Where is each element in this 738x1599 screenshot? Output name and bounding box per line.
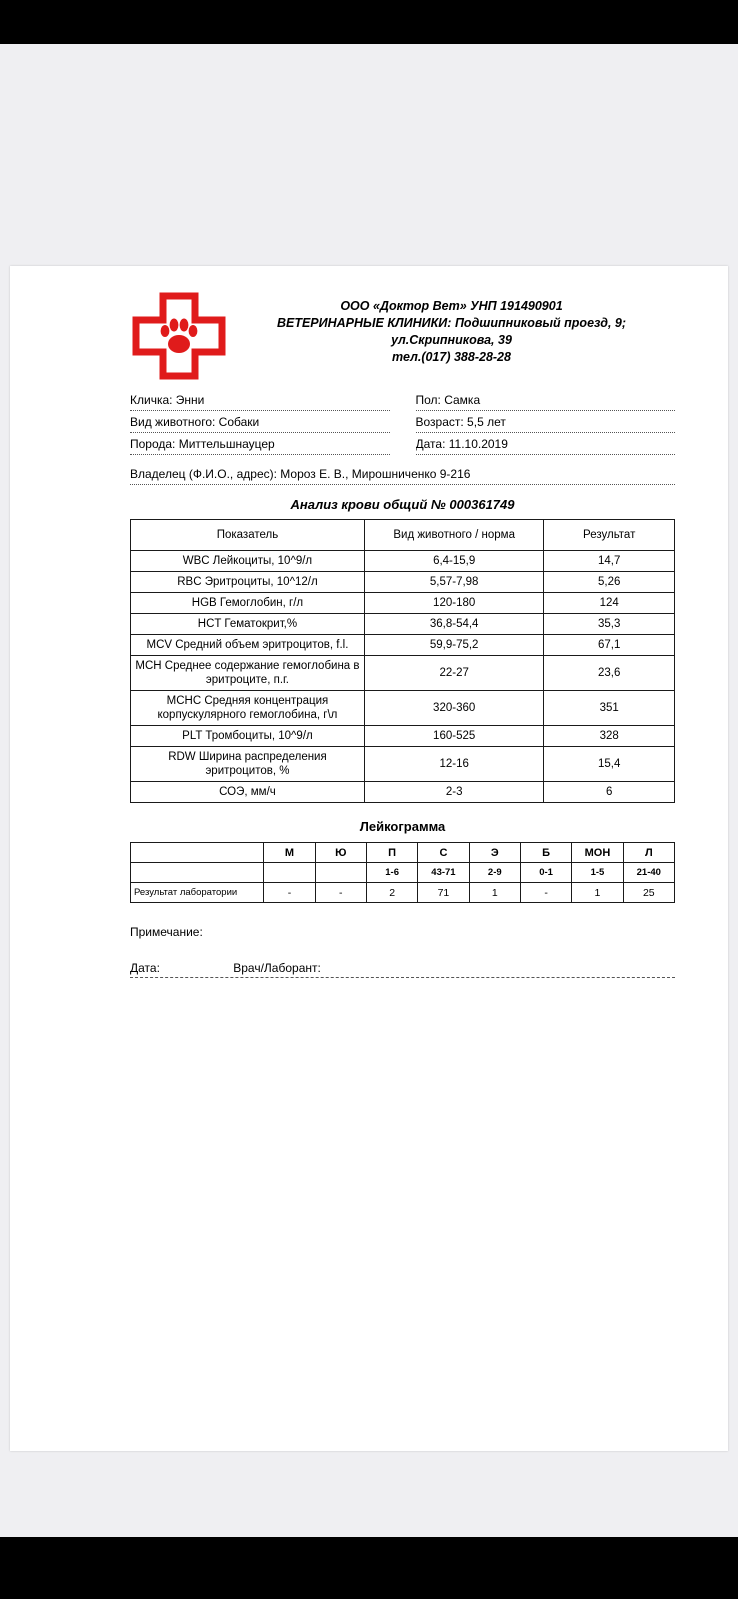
patient-fields-left: [130, 392, 390, 458]
cell-result: 124: [544, 593, 675, 614]
signature-line: Дата: Врач/Лаборант:: [130, 961, 675, 978]
cell-norm: 6,4-15,9: [364, 551, 544, 572]
leukogram-header-row: [131, 843, 675, 863]
leukogram-range-yu: [315, 863, 366, 883]
cell-result: 14,7: [544, 551, 675, 572]
cell-norm: 36,8-54,4: [364, 614, 544, 635]
blood-analysis-table: [130, 519, 675, 803]
cell-result: 328: [544, 726, 675, 747]
document-body: [130, 286, 675, 978]
cell-result: 23,6: [544, 656, 675, 691]
table-row: [131, 551, 675, 572]
header-result: Результат: [544, 520, 675, 551]
field-owner: Владелец (Ф.И.О., адрес): Мороз Е. В., Мирошниченко 9-216: [130, 466, 675, 485]
analysis-title: Анализ крови общий № 000361749: [290, 497, 515, 512]
cell-result: 67,1: [544, 635, 675, 656]
leukogram-header-l: Л: [623, 843, 674, 863]
leukogram-result-l: 25: [623, 883, 674, 903]
leukogram-range-s: 43-71: [418, 863, 469, 883]
leukogram-header-mon: МОН: [572, 843, 623, 863]
cell-result: 15,4: [544, 747, 675, 782]
cell-indicator: RBC Эритроциты, 10^12/л: [131, 572, 365, 593]
table-row: [131, 691, 675, 726]
cell-norm: 120-180: [364, 593, 544, 614]
clinic-phone: тел.(017) 388-28-28: [392, 350, 511, 364]
leukogram-header-s: С: [418, 843, 469, 863]
leukogram-header-e: Э: [469, 843, 520, 863]
cell-indicator: WBC Лейкоциты, 10^9/л: [131, 551, 365, 572]
clinic-address-2: ул.Скрипникова, 39: [391, 333, 512, 347]
cell-indicator: СОЭ, мм/ч: [131, 782, 365, 803]
cell-indicator: HGB Гемоглобин, г/л: [131, 593, 365, 614]
navigation-bar: [0, 1537, 738, 1599]
leukogram-header-blank: [131, 843, 264, 863]
leukogram-result-mon: 1: [572, 883, 623, 903]
leukogram-range-l: 21-40: [623, 863, 674, 883]
table-row: [131, 572, 675, 593]
header-norm: Вид животного / норма: [364, 520, 544, 551]
cell-norm: 160-525: [364, 726, 544, 747]
leukogram-result-row: [131, 883, 675, 903]
leukogram-header-m: М: [264, 843, 315, 863]
veterinary-cross-logo: [130, 292, 228, 384]
leukogram-result-s: 71: [418, 883, 469, 903]
cell-norm: 59,9-75,2: [364, 635, 544, 656]
clinic-info: [228, 286, 675, 366]
cell-result: 351: [544, 691, 675, 726]
table-row: [131, 726, 675, 747]
leukogram-result-p: 2: [366, 883, 417, 903]
leukogram-header-yu: Ю: [315, 843, 366, 863]
field-species: Вид животного: Собаки: [130, 414, 390, 433]
table-row: [131, 747, 675, 782]
cell-norm: 5,57-7,98: [364, 572, 544, 593]
clinic-address-1: ВЕТЕРИНАРНЫЕ КЛИНИКИ: Подшипниковый проезд, 9;: [276, 316, 627, 330]
patient-fields: [130, 392, 675, 458]
leukogram-range-b: 0-1: [520, 863, 571, 883]
cell-result: 5,26: [544, 572, 675, 593]
table-row: [131, 614, 675, 635]
note-label: Примечание:: [130, 925, 203, 939]
field-breed: Порода: Миттельшнауцер: [130, 436, 390, 455]
leukogram-range-row: [131, 863, 675, 883]
cell-indicator: RDW Ширина распределения эритроцитов, %: [131, 747, 365, 782]
leukogram-range-m: [264, 863, 315, 883]
leukogram-range-e: 2-9: [469, 863, 520, 883]
document-page: [10, 266, 728, 1451]
document-header: [130, 286, 675, 384]
table-row: [131, 593, 675, 614]
cell-norm: 12-16: [364, 747, 544, 782]
cell-indicator: MCV Средний объем эритроцитов, f.l.: [131, 635, 365, 656]
table-header-row: [131, 520, 675, 551]
cell-indicator: HCT Гематокрит,%: [131, 614, 365, 635]
leukogram-table: [130, 842, 675, 903]
leukogram-result-e: 1: [469, 883, 520, 903]
cell-result: 35,3: [544, 614, 675, 635]
leukogram-range-blank: [131, 863, 264, 883]
leukogram-range-mon: 1-5: [572, 863, 623, 883]
cell-norm: 22-27: [364, 656, 544, 691]
leukogram-range-p: 1-6: [366, 863, 417, 883]
cell-result: 6: [544, 782, 675, 803]
leukogram-header-p: П: [366, 843, 417, 863]
status-bar: [0, 0, 738, 44]
field-date: Дата: 11.10.2019: [416, 436, 676, 455]
table-row: [131, 782, 675, 803]
leukogram-result-label: Результат лаборатории: [131, 883, 264, 903]
patient-fields-right: [416, 392, 676, 458]
cell-indicator: MCH Среднее содержание гемоглобина в эритроците, п.г.: [131, 656, 365, 691]
clinic-name: ООО «Доктор Вет» УНП 191490901: [340, 299, 563, 313]
header-indicator: Показатель: [131, 520, 365, 551]
cell-indicator: MCHC Средняя концентрация корпускулярного гемоглобина, г\л: [131, 691, 365, 726]
leukogram-header-b: Б: [520, 843, 571, 863]
table-row: [131, 656, 675, 691]
cell-norm: 320-360: [364, 691, 544, 726]
leukogram-title: Лейкограмма: [359, 819, 446, 834]
leukogram-result-b: -: [520, 883, 571, 903]
field-nickname: Кличка: Энни: [130, 392, 390, 411]
table-row: [131, 635, 675, 656]
field-age: Возраст: 5,5 лет: [416, 414, 676, 433]
leukogram-result-yu: -: [315, 883, 366, 903]
field-sex: Пол: Самка: [416, 392, 676, 411]
leukogram-result-m: -: [264, 883, 315, 903]
cell-norm: 2-3: [364, 782, 544, 803]
cell-indicator: PLT Тромбоциты, 10^9/л: [131, 726, 365, 747]
